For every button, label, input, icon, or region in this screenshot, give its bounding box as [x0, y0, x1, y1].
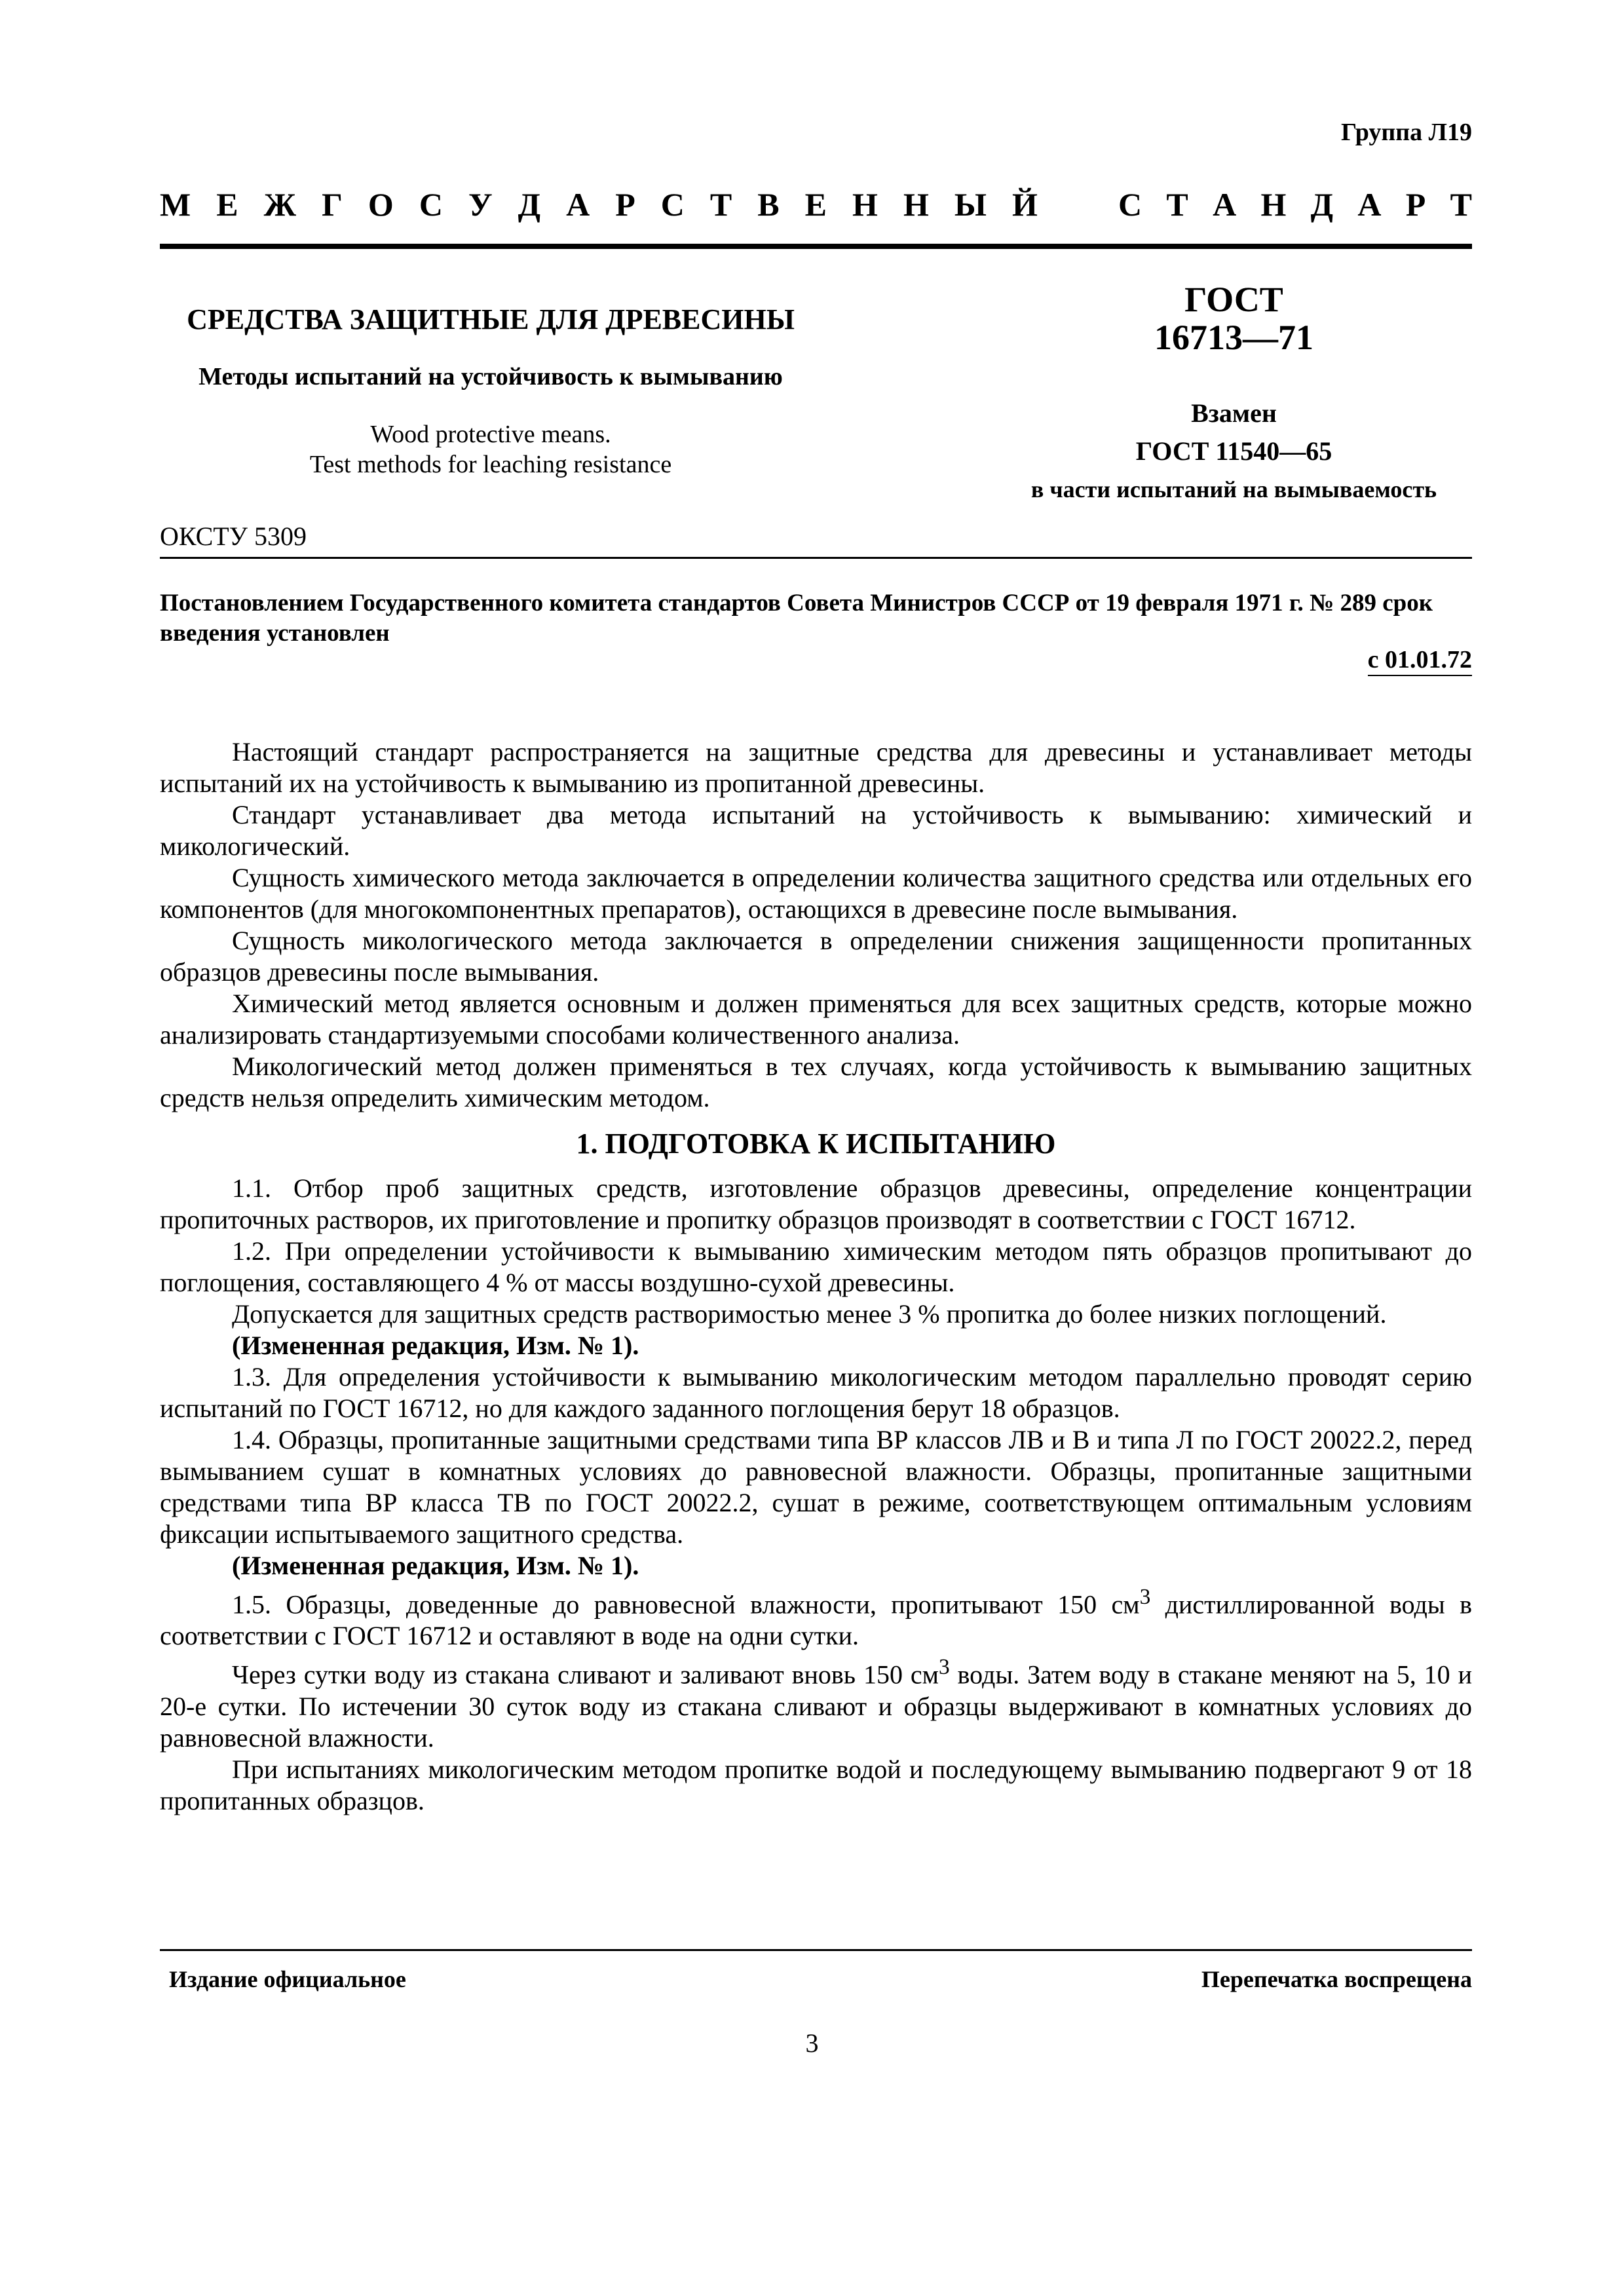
paragraph: Сущность микологического метода заключается в определении снижения защищенности пропитанных образцов древесины после вымывания. — [160, 926, 1472, 987]
gost-label: ГОСТ — [1184, 280, 1283, 319]
paragraph: Настоящий стандарт распространяется на защитные средства для древесины и устанавливает методы испытаний их на устойчивость к вымыванию из пропитанной древесины. — [160, 737, 1472, 798]
banner-letter: Р — [1405, 186, 1426, 223]
amendment-note: (Измененная редакция, Изм. № 1). — [232, 1331, 639, 1360]
banner-letter: Й — [1011, 186, 1038, 223]
replaced-gost: ГОСТ 11540—65 — [1135, 436, 1332, 466]
banner-letter: М — [160, 186, 191, 223]
paragraph: Сущность химического метода заключается в определении количества защитного средства или отдельных его компонентов (для многокомпонентных препаратов), остающихся в древесине после вымывания. — [160, 863, 1472, 924]
banner-letter: А — [1357, 186, 1382, 223]
amendment-note: (Измененная редакция, Изм. № 1). — [232, 1551, 639, 1580]
replaced-part: в части испытаний на вымываемость — [1030, 476, 1437, 503]
english-title-line: Test methods for leaching resistance — [309, 451, 672, 478]
banner-letter: А — [1213, 186, 1237, 223]
page-number: 3 — [805, 2028, 819, 2058]
banner-letter: Е — [216, 186, 238, 223]
gost-number: 16713—71 — [1154, 318, 1313, 357]
replaces-label: Взамен — [1191, 398, 1277, 428]
clause-1-3: 1.3. Для определения устойчивости к вымыванию микологическим методом параллельно проводят серию испытаний по ГОСТ 16712, но для каждого заданного поглощения берут 18 образцов. — [160, 1362, 1472, 1423]
text-run: дистиллированной воды в соответствии с ГОСТ 16712 и оставляют в воде на одни сутки. — [160, 1589, 1472, 1651]
clause-1-1: 1.1. Отбор проб защитных средств, изготовление образцов древесины, определение концентрации пропиточных растворов, их приготовление и пропитку образцов производят в соответствии с ГОСТ 16712. — [160, 1173, 1472, 1234]
banner-letter: Т — [1166, 186, 1188, 223]
paragraph: Химический метод является основным и должен применяться для всех защитных средств, которые можно анализировать стандартизуемыми способами количественного анализа. — [160, 989, 1472, 1050]
document-subtitle: Методы испытаний на устойчивость к вымыванию — [198, 363, 783, 390]
superscript: 3 — [938, 1655, 950, 1680]
banner-letter: С — [419, 186, 443, 223]
effective-date-value: с 01.01.72 — [1368, 646, 1472, 676]
footer-divider — [160, 1949, 1472, 1951]
banner-letter: Е — [804, 186, 827, 223]
document-title: СРЕДСТВА ЗАЩИТНЫЕ ДЛЯ ДРЕВЕСИНЫ — [187, 303, 795, 335]
banner-letter: Ы — [954, 186, 987, 223]
footer-edition: Издание официальное — [169, 1966, 406, 1992]
banner-letter: Г — [322, 186, 343, 223]
replaces-block — [996, 394, 1472, 508]
banner-letter: У — [468, 186, 493, 223]
clause-1-5 — [160, 1582, 1472, 1652]
banner-letter: О — [368, 186, 394, 223]
banner-letter: Т — [709, 186, 732, 223]
footer-reprint-notice: Перепечатка воспрещена — [1201, 1966, 1472, 1992]
text-run: воды. Затем воду в стакане меняют на 5, 10 и 20-е сутки. По истечении 30 суток воду из стакана сливают и образцы выдерживают в комнатных условиях до равновесной влажности. — [160, 1660, 1472, 1753]
text-run: Через сутки воду из стакана сливают и заливают вновь 150 см — [232, 1660, 939, 1690]
clause-1-4: 1.4. Образцы, пропитанные защитными средствами типа ВР классов ЛВ и В и типа Л по ГОСТ 20022.2, перед вымыванием сушат в комнатных условиях до равновесной влажности. Образцы, пропитанные защитными средствами типа ВР класса ТВ по ГОСТ 20022.2, сушат в режиме, соответствующем оптимальным условиям фиксации испытываемого защитного средства. — [160, 1425, 1472, 1549]
effective-date — [1368, 645, 1472, 674]
paragraph: Микологический метод должен применяться в тех случаях, когда устойчивость к вымыванию защитных средств нельзя определить химическим методом. — [160, 1052, 1472, 1112]
banner-letter: Н — [852, 186, 878, 223]
banner-letter: С — [1118, 186, 1142, 223]
banner-letter: Д — [1310, 186, 1334, 223]
banner-letter: Д — [518, 186, 541, 223]
banner-letter: Ж — [263, 186, 297, 223]
banner-word-interstate — [160, 185, 1038, 223]
text-run: 1.5. Образцы, доведенные до равновесной влажности, пропитывают 150 см — [232, 1589, 1140, 1620]
paragraph: Допускается для защитных средств растворимостью менее 3 % пропитка до более низких поглощений. — [232, 1299, 1387, 1329]
clause-1-2: 1.2. При определении устойчивости к вымыванию химическим методом пять образцов пропитывают до поглощения, составляющего 4 % от массы воздушно-сухой древесины. — [160, 1236, 1472, 1297]
standard-banner — [160, 185, 1472, 223]
banner-letter: Т — [1450, 186, 1472, 223]
banner-letter: Н — [903, 186, 929, 223]
decree-text: Постановлением Государственного комитета стандартов Совета Министров СССР от 19 февраля 1971 г. № 289 срок введения установлен — [160, 590, 1433, 647]
paragraph — [160, 1652, 1472, 1753]
group-code: Группа Л19 — [1340, 119, 1472, 146]
section-heading: 1. ПОДГОТОВКА К ИСПЫТАНИЮ — [576, 1128, 1056, 1160]
document-body — [160, 736, 1472, 1817]
superscript: 3 — [1139, 1585, 1151, 1609]
english-title — [160, 419, 821, 480]
paragraph: Стандарт устанавливает два метода испытаний на устойчивость к вымыванию: химический и микологический. — [160, 800, 1472, 861]
banner-letter: С — [660, 186, 685, 223]
banner-letter: Н — [1260, 186, 1287, 223]
paragraph: При испытаниях микологическим методом пропитке водой и последующему вымыванию подвергают 9 от 18 пропитанных образцов. — [160, 1754, 1472, 1815]
title-divider — [160, 557, 1472, 559]
banner-word-standard — [1118, 185, 1472, 223]
gost-designation — [996, 280, 1472, 356]
banner-letter: А — [566, 186, 590, 223]
banner-letter: В — [757, 186, 780, 223]
banner-letter: Р — [615, 186, 635, 223]
okstu-code: ОКСТУ 5309 — [160, 522, 307, 551]
english-title-line: Wood protective means. — [370, 421, 611, 448]
header-divider — [160, 244, 1472, 249]
